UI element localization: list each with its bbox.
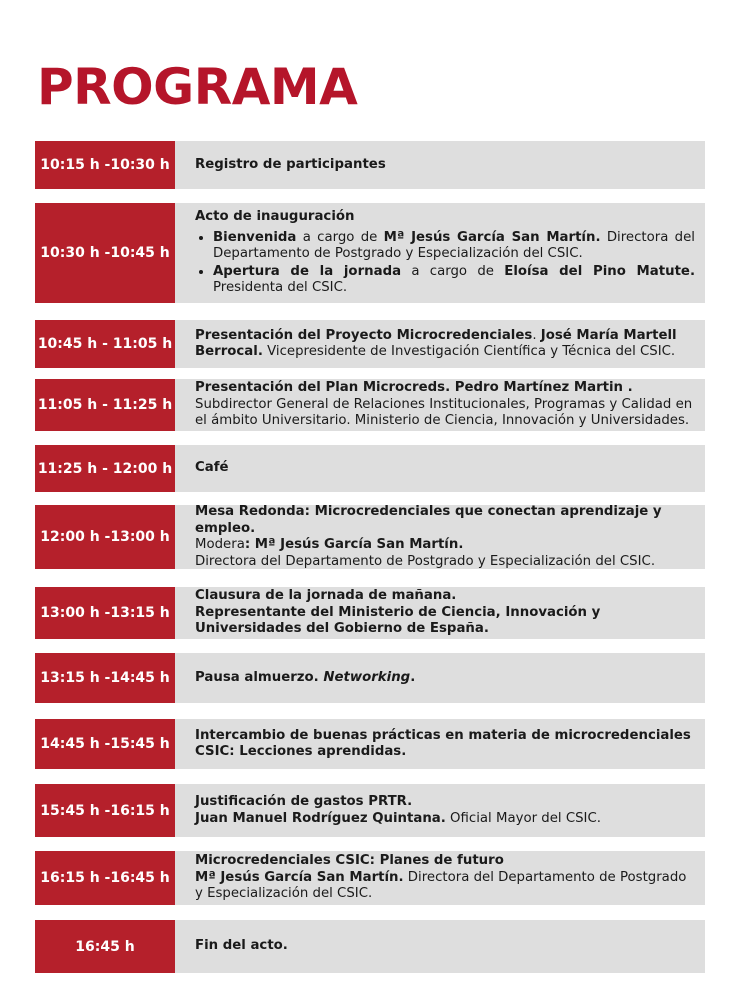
schedule-row — [35, 445, 705, 492]
schedule-row — [35, 505, 705, 569]
session-title: Fin del acto. — [195, 938, 288, 954]
speaker-role: Directora del Departamento de Postgrado y Especialización del CSIC. — [213, 229, 695, 262]
session-description — [175, 379, 705, 431]
session-title: Justificación de gastos PRTR. — [195, 794, 413, 809]
moderator-name: : Mª Jesús García San Martín. — [244, 537, 464, 552]
speaker-name: Mª Jesús García San Martín. — [383, 229, 601, 245]
time-slot: 10:15 h -10:30 h — [35, 141, 175, 189]
speaker-name: Eloísa del Pino Matute. — [504, 263, 695, 279]
session-description — [175, 653, 705, 703]
time-slot: 15:45 h -16:15 h — [35, 784, 175, 837]
schedule-row — [35, 653, 705, 703]
time-slot: 13:15 h -14:45 h — [35, 653, 175, 703]
session-description — [175, 445, 705, 492]
bullet-connector: a cargo de — [296, 229, 384, 245]
bullet-item — [213, 229, 695, 263]
session-detail: Representante del Ministerio de Ciencia, Innovación y Universidades del Gobierno de España. — [195, 604, 601, 637]
session-title: Clausura de la jornada de mañana. — [195, 588, 457, 604]
schedule-row — [35, 587, 705, 639]
session-title: Café — [195, 460, 229, 476]
session-title: Intercambio de buenas prácticas en materia de microcredenciales CSIC: Lecciones aprendidas. — [195, 727, 691, 759]
speaker-name: Juan Manuel Rodríguez Quintana. — [195, 810, 446, 826]
time-slot: 16:15 h -16:45 h — [35, 851, 175, 905]
schedule-row — [35, 784, 705, 837]
session-description — [175, 203, 705, 303]
bullet-item — [213, 263, 695, 297]
time-slot: 16:45 h — [35, 920, 175, 973]
session-title: Mesa Redonda: Microcredenciales que conectan aprendizaje y empleo. — [195, 504, 662, 536]
separator: . — [532, 327, 541, 343]
schedule-row — [35, 920, 705, 973]
session-title-end: . — [410, 669, 416, 685]
bullet-connector: a cargo de — [401, 263, 505, 279]
session-title: Presentación del Plan Microcreds. Pedro Martínez Martin . — [195, 380, 633, 396]
time-slot: 10:45 h - 11:05 h — [35, 320, 175, 368]
time-slot: 13:00 h -13:15 h — [35, 587, 175, 639]
time-slot: 10:30 h -10:45 h — [35, 203, 175, 303]
schedule-row — [35, 320, 705, 368]
session-title: Acto de inauguración — [195, 209, 355, 225]
speaker-name: Mª Jesús García San Martín. — [195, 869, 404, 885]
session-title: Microcredenciales CSIC: Planes de futuro — [195, 853, 504, 869]
schedule-row — [35, 851, 705, 905]
session-description — [175, 505, 705, 569]
speaker-role: Oficial Mayor del CSIC. — [445, 810, 601, 826]
time-slot: 11:05 h - 11:25 h — [35, 379, 175, 431]
session-description — [175, 320, 705, 368]
bullet-list — [195, 229, 695, 297]
session-title-italic: Networking — [323, 669, 411, 685]
session-description — [175, 587, 705, 639]
session-title: Presentación del Proyecto Microcredenciales — [195, 327, 533, 343]
schedule-row — [35, 719, 705, 769]
time-slot: 11:25 h - 12:00 h — [35, 445, 175, 492]
time-slot: 12:00 h -13:00 h — [35, 505, 175, 569]
session-title: Registro de participantes — [195, 156, 386, 172]
moderator-label: Modera — [195, 537, 245, 552]
schedule-row — [35, 203, 705, 303]
session-description — [175, 141, 705, 189]
speaker-name: José María Martell Berrocal. — [195, 327, 677, 359]
bullet-lead: Apertura de la jornada — [213, 263, 402, 279]
session-description — [175, 784, 705, 837]
session-description — [175, 719, 705, 769]
bullet-lead: Bienvenida — [213, 229, 297, 245]
session-description — [175, 920, 705, 973]
speaker-role: Directora del Departamento de Postgrado y Especialización del CSIC. — [195, 553, 656, 569]
session-description — [175, 851, 705, 905]
speaker-role: Presidenta del CSIC. — [213, 280, 348, 296]
page-title: PROGRAMA — [37, 58, 358, 116]
schedule-row — [35, 141, 705, 189]
schedule-row — [35, 379, 705, 431]
speaker-role: Subdirector General de Relaciones Institucionales, Programas y Calidad en el ámbito Universitario. Ministerio de Ciencia, Innovación y Universidades. — [195, 396, 693, 429]
session-title: Pausa almuerzo. — [195, 669, 324, 685]
speaker-role: Directora del Departamento de Postgrado y Especialización del CSIC. — [195, 869, 687, 902]
speaker-role: Vicepresidente de Investigación Científica y Técnica del CSIC. — [262, 344, 676, 359]
time-slot: 14:45 h -15:45 h — [35, 719, 175, 769]
